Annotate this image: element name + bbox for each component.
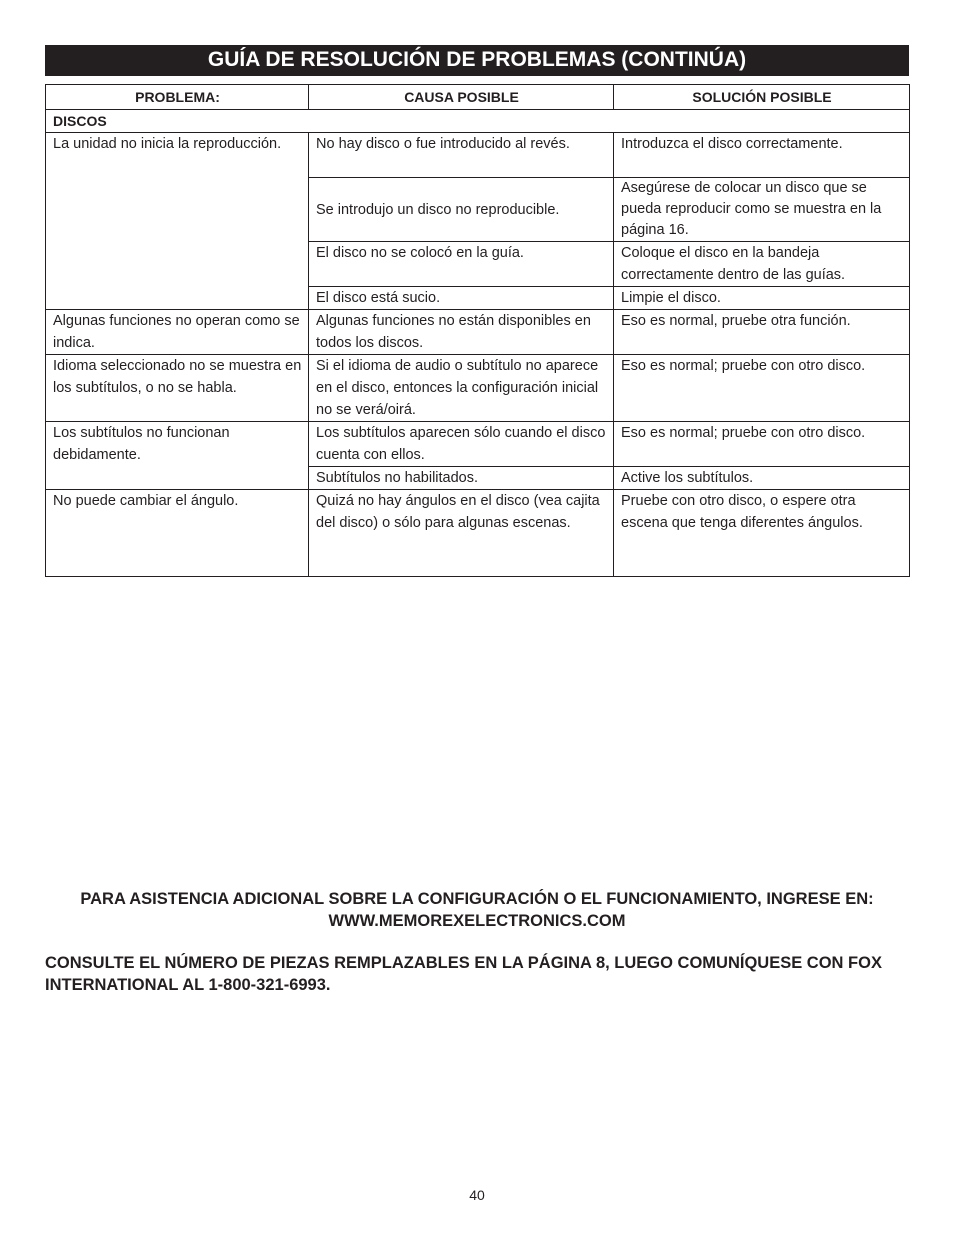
cause-cell: El disco no se colocó en la guía. [309, 242, 614, 287]
solution-cell: Eso es normal, pruebe otra función. [614, 310, 910, 355]
cause-cell: No hay disco o fue introducido al revés. [309, 133, 614, 178]
problem-cell: Los subtítulos no funcionan debidamente. [46, 422, 309, 490]
cause-cell: Los subtítulos aparecen sólo cuando el disco cuenta con ellos. [309, 422, 614, 467]
table-row [46, 490, 910, 577]
table-row [46, 422, 910, 467]
table-row [46, 133, 910, 178]
section-row [46, 110, 910, 133]
page-title: GUÍA DE RESOLUCIÓN DE PROBLEMAS (CONTINÚA) [45, 45, 909, 76]
problem-cell: Idioma seleccionado no se muestra en los subtítulos, o no se habla. [46, 355, 309, 422]
solution-cell: Asegúrese de colocar un disco que se pueda reproducir como se muestra en la página 16. [614, 178, 910, 242]
solution-cell: Limpie el disco. [614, 287, 910, 310]
solution-cell: Pruebe con otro disco, o espere otra escena que tenga diferentes ángulos. [614, 490, 910, 577]
table-row [46, 355, 910, 422]
cause-cell: Algunas funciones no están disponibles en todos los discos. [309, 310, 614, 355]
solution-cell: Introduzca el disco correctamente. [614, 133, 910, 178]
table-header-row [46, 85, 910, 110]
problem-cell: La unidad no inicia la reproducción. [46, 133, 309, 310]
help-line: PARA ASISTENCIA ADICIONAL SOBRE LA CONFIGURACIÓN O EL FUNCIONAMIENTO, INGRESE EN: [80, 890, 874, 908]
solution-cell: Active los subtítulos. [614, 467, 910, 490]
cause-cell: Quizá no hay ángulos en el disco (vea cajita del disco) o sólo para algunas escenas. [309, 490, 614, 577]
cause-cell: El disco está sucio. [309, 287, 614, 310]
table-row [46, 310, 910, 355]
help-url: WWW.MEMOREXELECTRONICS.COM [328, 912, 626, 930]
header-cause: CAUSA POSIBLE [309, 85, 614, 110]
problem-cell: No puede cambiar el ángulo. [46, 490, 309, 577]
cause-cell: Subtítulos no habilitados. [309, 467, 614, 490]
header-problem: PROBLEMA: [46, 85, 309, 110]
solution-cell: Coloque el disco en la bandeja correctamente dentro de las guías. [614, 242, 910, 287]
troubleshooting-table [45, 84, 910, 577]
solution-cell: Eso es normal; pruebe con otro disco. [614, 355, 910, 422]
help-notice [45, 888, 909, 932]
header-solution: SOLUCIÓN POSIBLE [614, 85, 910, 110]
cause-cell: Se introdujo un disco no reproducible. [309, 178, 614, 242]
problem-cell: Algunas funciones no operan como se indica. [46, 310, 309, 355]
section-discos: DISCOS [46, 110, 910, 133]
page-number: 40 [469, 1187, 485, 1203]
cause-cell: Si el idioma de audio o subtítulo no aparece en el disco, entonces la configuración inicial no se verá/oirá. [309, 355, 614, 422]
solution-cell: Eso es normal; pruebe con otro disco. [614, 422, 910, 467]
parts-notice: CONSULTE EL NÚMERO DE PIEZAS REMPLAZABLES EN LA PÁGINA 8, LUEGO COMUNÍQUESE CON FOX INTERNATIONAL AL 1-800-321-6993. [45, 954, 882, 994]
